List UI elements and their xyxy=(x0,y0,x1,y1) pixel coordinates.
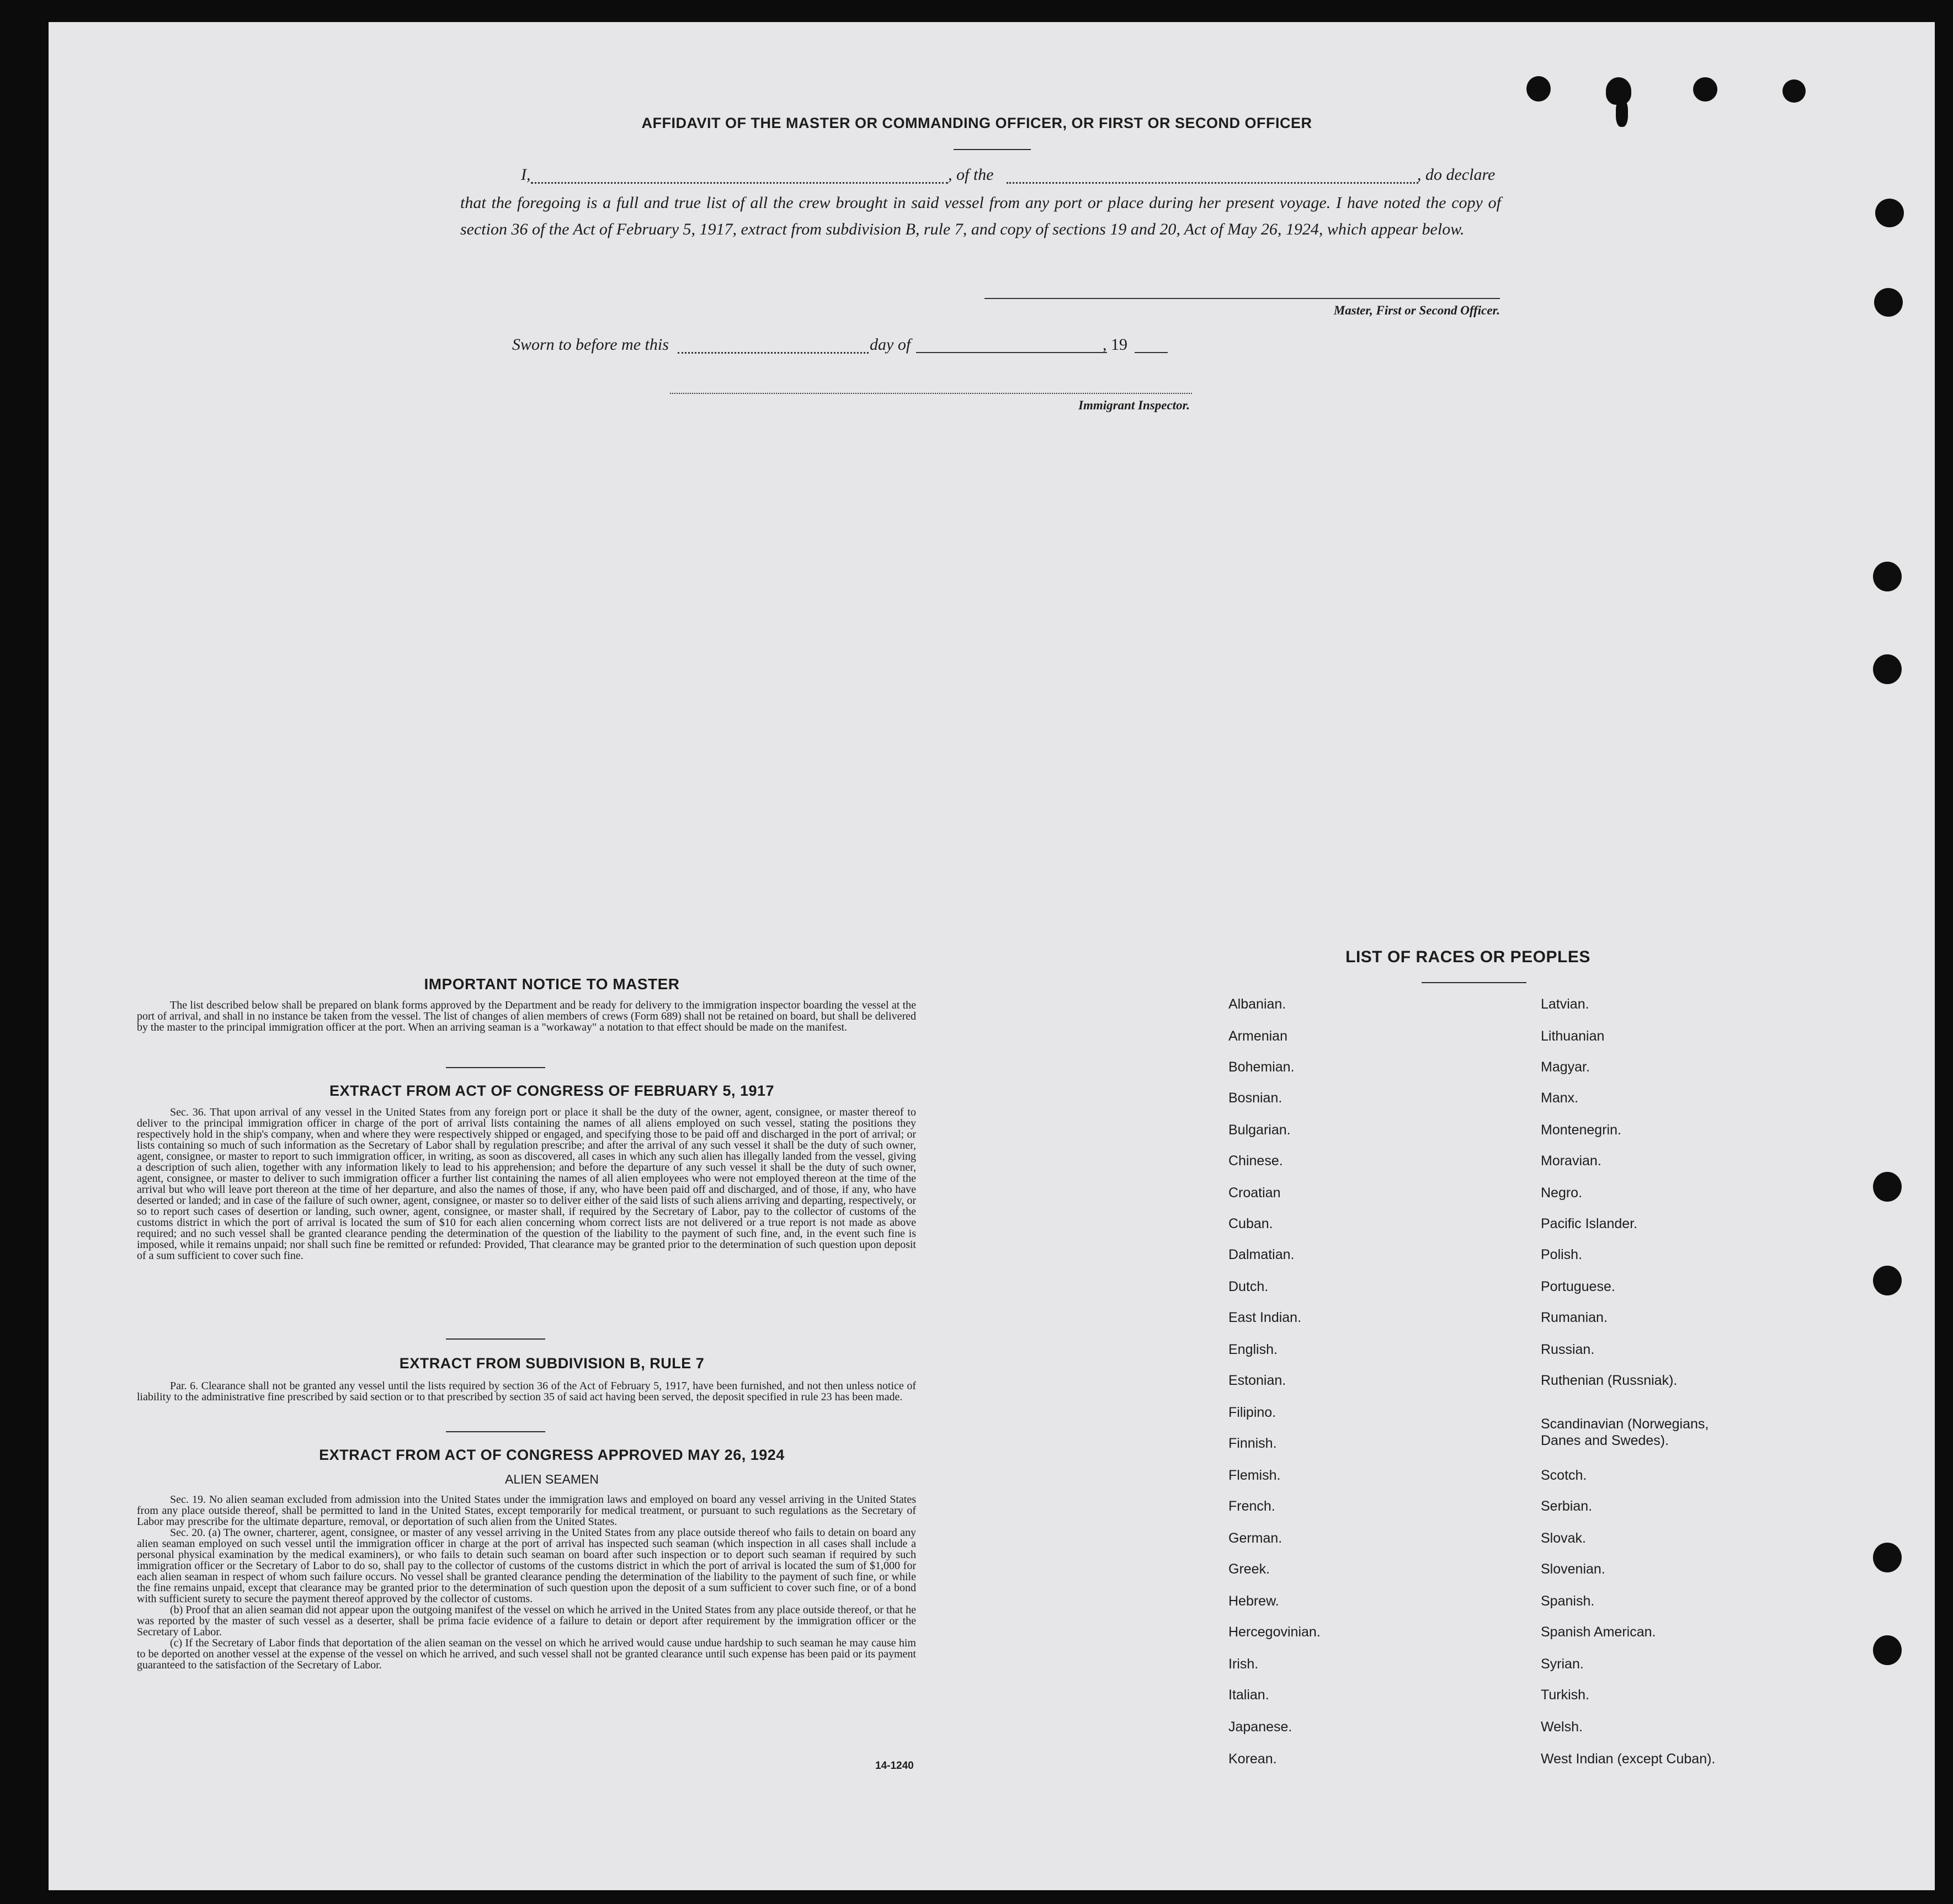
race-list-item: Manx. xyxy=(1541,1090,1579,1106)
section-divider xyxy=(446,1338,545,1340)
rule-7-paragraph: Par. 6. Clearance shall not be granted any vessel until the lists required by section 36 of the Act of February 5, 1917, have been furnished, and not then unless notice of liability to the administrative fine prescribed by said section or to that prescribed by section 35 of said act having been served, the deposit specified in rule 23 has been made. xyxy=(137,1380,916,1403)
race-list-item: Flemish. xyxy=(1228,1468,1281,1483)
race-list-item: Cuban. xyxy=(1228,1216,1273,1231)
punch-hole xyxy=(1873,1172,1902,1202)
race-list-item: Russian. xyxy=(1541,1342,1595,1357)
race-list-item: Negro. xyxy=(1541,1185,1583,1201)
race-list-item: Armenian xyxy=(1228,1028,1287,1044)
section-19-paragraph: Sec. 19. No alien seaman excluded from admission into the United States under the immigration laws and employed on board any vessel arriving in the United States from any place outside thereof, shall be permitted to land in the United States, except temporarily for medical treatment, or pursuant to such regulations as the Secretary of Labor may prescribe for the ultimate departure, removal, or deportation of such alien from the United States. xyxy=(137,1494,916,1528)
race-list-item: Polish. xyxy=(1541,1247,1583,1262)
inspector-label: Immigrant Inspector. xyxy=(1078,398,1190,412)
race-list-item: East Indian. xyxy=(1228,1310,1302,1325)
declarant-name-blank[interactable] xyxy=(531,182,948,184)
race-list-item: Welsh. xyxy=(1541,1719,1583,1735)
race-list-item: Syrian. xyxy=(1541,1656,1584,1672)
extract-1917-body xyxy=(137,1107,916,1261)
master-signature-label: Master, First or Second Officer. xyxy=(1333,303,1500,317)
race-list-item: French. xyxy=(1228,1498,1275,1514)
notice-title: IMPORTANT NOTICE TO MASTER xyxy=(424,975,680,993)
race-list-item: Magyar. xyxy=(1541,1059,1590,1075)
section-20c-paragraph: (c) If the Secretary of Labor finds that deportation of the alien seaman on the vessel on which he arrived would cause undue hardship to such seaman he may cause him to be deported on another vessel at the expense of the vessel on which he arrived, and such vessel shall not be granted clearance until such expense has been paid or its payment guaranteed to the satisfaction of the Secretary of Labor. xyxy=(137,1637,916,1671)
race-list-item: Hercegovinian. xyxy=(1228,1624,1321,1640)
races-title-divider xyxy=(1422,982,1526,983)
punch-hole xyxy=(1873,562,1902,591)
punch-hole xyxy=(1873,1543,1902,1572)
race-list-item: Scotch. xyxy=(1541,1468,1587,1483)
day-of-label: day of xyxy=(870,335,911,354)
alien-seamen-subtitle: ALIEN SEAMEN xyxy=(505,1472,599,1486)
race-list-item: Korean. xyxy=(1228,1751,1277,1767)
race-list-item: Latvian. xyxy=(1541,996,1589,1012)
race-list-item: Pacific Islander. xyxy=(1541,1216,1638,1231)
race-list-item: Japanese. xyxy=(1228,1719,1292,1735)
race-list-item: Lithuanian xyxy=(1541,1028,1605,1044)
punch-hole xyxy=(1875,199,1904,227)
race-list-item: German. xyxy=(1228,1530,1283,1546)
sworn-day-blank[interactable] xyxy=(678,352,869,354)
notice-paragraph: The list described below shall be prepared on blank forms approved by the Department and be ready for delivery to the immigration inspector boarding the vessel at the port of arrival, and shall in no instance be taken from the vessel. The list of changes of alien members of crews (Form 689) shall not be retained on board, but shall be delivered by the master to the principal immigration officer at the port. When an arriving seaman is a "workaway" a notation to that effect should be made on the manifest. xyxy=(137,999,916,1033)
do-declare-label: , do declare xyxy=(1417,166,1496,184)
extract-1924-title: EXTRACT FROM ACT OF CONGRESS APPROVED MAY 26, 1924 xyxy=(319,1447,785,1463)
section-20a-paragraph: Sec. 20. (a) The owner, charterer, agent, consignee, or master of any vessel arriving in the United States from any place outside thereof who fails to detain on board any alien seaman employed on such vessel until the immigration officer in charge at the port of arrival has inspected such seaman (which inspection in all cases shall include a personal physical examination by the medical examiners), or who fails to detain such seaman on board after such inspection or to deport such seaman if required by such immigration officer or the Secretary of Labor to do so, shall pay to the collector of customs of the customs district in which the port of arrival is located the sum of $1,000 for each alien seaman in respect of whom such failure occurs. No vessel shall be granted clearance pending the determination of the liability to the payment of such fine, or while the fine remains unpaid, except that clearance may be granted prior to the determination of such question upon the deposit of a sum sufficient to cover such fine, or of a bond with sufficient surety to secure the payment thereof approved by the collector of customs. xyxy=(137,1527,916,1605)
race-list-item: Finnish. xyxy=(1228,1436,1277,1451)
section-36-paragraph: Sec. 36. That upon arrival of any vessel in the United States from any foreign port or place it shall be the duty of the owner, agent, consignee, or master thereof to deliver to the principal immigration officer in charge of the port of arrival lists containing the names of all aliens employed on such vessel, stating the positions they respectively hold in the ship's company, when and where they were respectively shipped or engaged, and specifying those to be paid off and discharged in the port of arrival; or lists containing so much of such information as the Secretary of Labor shall by regulation prescribe; and after the arrival of any such vessel it shall be the duty of such owner, agent, consignee, or master to report to such immigration officer, in writing, as soon as discovered, all cases in which any such alien has illegally landed from the vessel, giving a description of such alien, together with any information likely to lead to his apprehension; and before the departure of any such vessel it shall be the duty of such owner, agent, consignee, or master to deliver to such immigration officer a further list containing the names of all alien employees who were not employed thereon at the time of the arrival but who will leave port thereon at the time of her departure, and also the names of those, if any, who have been paid off and discharged, and of those, if any, who have deserted or landed; and in case of the failure of such owner, agent, consignee, or master so to deliver either of the said lists of such aliens arriving and departing, respectively, or so to report such cases of desertion or landing, such owner, agent, consignee, or master shall, if required by the Secretary of Labor, pay to the collector of customs of the customs district in which the port of arrival is located the sum of $10 for each alien concerning whom correct lists are not delivered or a true report is not made as above required; and no such vessel shall be granted clearance pending the determination of the question of the liability to the payment of such fine, and, in the event such fine is imposed, while it remains unpaid; nor shall such fine be remitted or refunded: Provided, That clearance may be granted prior to the determination of such question upon deposit of a sum sufficient to cover such fine. xyxy=(137,1106,916,1262)
of-the-label: , of the xyxy=(948,166,994,184)
race-list-item: Italian. xyxy=(1228,1687,1269,1703)
race-list-item: Dutch. xyxy=(1228,1279,1269,1294)
race-list-item: English. xyxy=(1228,1342,1278,1357)
race-list-item: Moravian. xyxy=(1541,1153,1601,1169)
punch-hole xyxy=(1782,79,1806,103)
affidavit-title: AFFIDAVIT OF THE MASTER OR COMMANDING OFFICER, OR FIRST OR SECOND OFFICER xyxy=(641,115,1312,131)
race-list-item: Dalmatian. xyxy=(1228,1247,1295,1262)
signature-line[interactable] xyxy=(985,298,1500,299)
race-list-item: Slovak. xyxy=(1541,1530,1586,1546)
punch-hole xyxy=(1616,99,1628,127)
punch-hole xyxy=(1873,1266,1902,1295)
punch-hole xyxy=(1873,1635,1902,1665)
vessel-name-blank[interactable] xyxy=(1007,182,1418,184)
declarant-prefix: I, xyxy=(521,166,531,184)
race-list-item: Filipino. xyxy=(1228,1405,1276,1420)
section-20b-paragraph: (b) Proof that an alien seaman did not appear upon the outgoing manifest of the vessel on which he arrived in the United States from any place outside thereof, or that he was reported by the master of such vessel as a deserter, shall be prima facie evidence of a failure to detain or deport after requirement by the immigration officer or the Secretary of Labor. xyxy=(137,1604,916,1638)
races-title: LIST OF RACES OR PEOPLES xyxy=(1345,948,1590,966)
sworn-month-blank[interactable] xyxy=(916,352,1107,353)
race-list-item: Greek. xyxy=(1228,1561,1270,1577)
race-list-item: Spanish. xyxy=(1541,1593,1595,1609)
race-list-item: Bohemian. xyxy=(1228,1059,1295,1075)
race-list-item: Croatian xyxy=(1228,1185,1281,1201)
race-list-item: Bosnian. xyxy=(1228,1090,1283,1106)
sworn-year-blank[interactable] xyxy=(1135,352,1168,353)
year-prefix: , 19 xyxy=(1103,335,1127,354)
notice-body xyxy=(137,1000,916,1033)
form-number: 14-1240 xyxy=(875,1760,914,1772)
race-list-item: Estonian. xyxy=(1228,1373,1286,1388)
extract-1917-title: EXTRACT FROM ACT OF CONGRESS OF FEBRUARY 5, 1917 xyxy=(329,1082,775,1099)
race-list-item: West Indian (except Cuban). xyxy=(1541,1751,1716,1767)
rule-7-body xyxy=(137,1380,916,1402)
race-list-item: Chinese. xyxy=(1228,1153,1283,1169)
race-list-item: Turkish. xyxy=(1541,1687,1589,1703)
race-list-item: Slovenian. xyxy=(1541,1561,1605,1577)
affidavit-body: that the foregoing is a full and true list of all the crew brought in said vessel from any port or place during her present voyage. I have noted the copy of section 36 of the Act of February 5, 1917, extract from subdivision B, rule 7, and copy of sections 19 and 20, Act of May 26, 1924, which appear below. xyxy=(460,194,1501,238)
race-list-item: Rumanian. xyxy=(1541,1310,1608,1325)
sworn-label: Sworn to before me this xyxy=(512,335,669,354)
rule-7-title: EXTRACT FROM SUBDIVISION B, RULE 7 xyxy=(399,1355,705,1372)
extract-1924-body xyxy=(137,1494,916,1671)
section-divider xyxy=(446,1431,545,1432)
race-list-item: Spanish American. xyxy=(1541,1624,1656,1640)
race-list-item: Ruthenian (Russniak). xyxy=(1541,1373,1678,1388)
race-list-item: Serbian. xyxy=(1541,1498,1593,1514)
race-list-item: Albanian. xyxy=(1228,996,1286,1012)
section-divider xyxy=(446,1067,545,1068)
punch-hole xyxy=(1693,77,1717,102)
race-list-item: Irish. xyxy=(1228,1656,1259,1672)
punch-hole xyxy=(1873,654,1902,684)
inspector-signature-line[interactable] xyxy=(670,393,1192,394)
punch-hole xyxy=(1874,288,1903,317)
title-divider xyxy=(954,149,1031,150)
punch-hole xyxy=(1526,76,1551,102)
race-list-item: Hebrew. xyxy=(1228,1593,1279,1609)
race-list-item: Portuguese. xyxy=(1541,1279,1615,1294)
race-list-item: Scandinavian (Norwegians, Danes and Swedes). xyxy=(1541,1416,1709,1448)
race-list-item: Montenegrin. xyxy=(1541,1122,1621,1138)
race-list-item: Bulgarian. xyxy=(1228,1122,1291,1138)
